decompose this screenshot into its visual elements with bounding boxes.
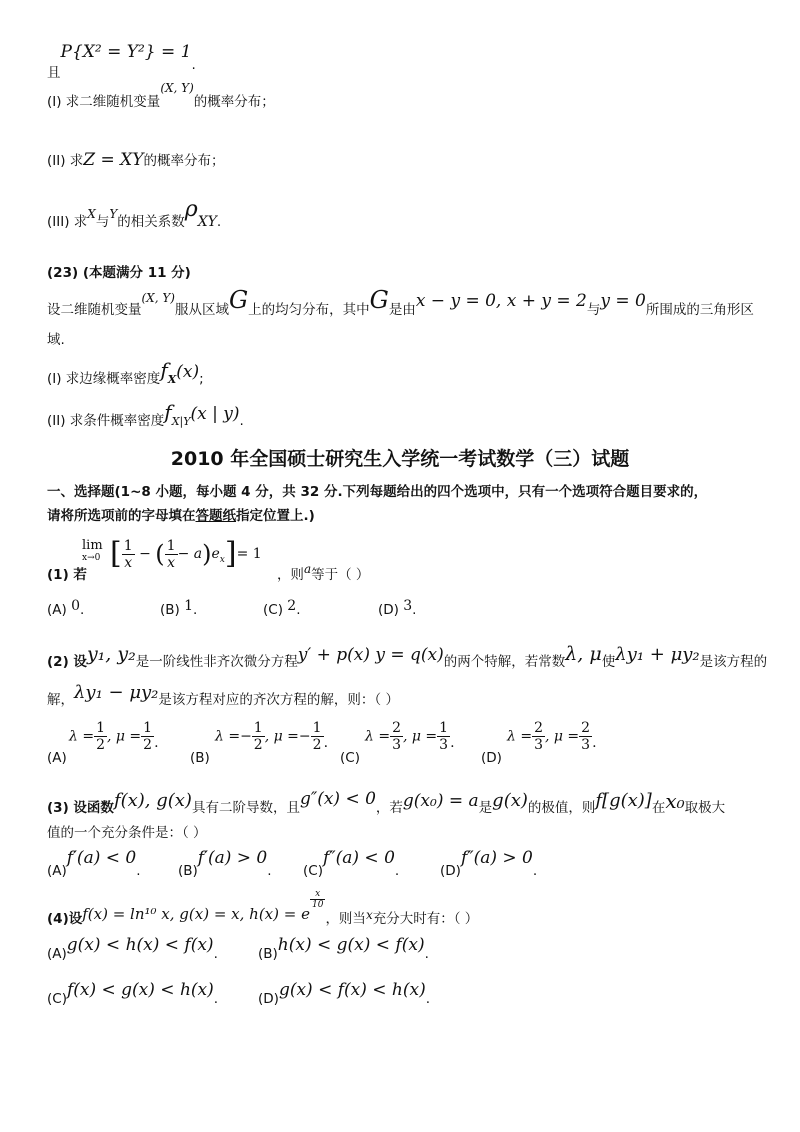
function-definitions: f(x) = ln¹⁰ x, g(x) = x, h(x) = e — [82, 905, 310, 923]
option-label: (A) — [47, 863, 67, 879]
option-label: (C) — [340, 750, 360, 766]
option-a[interactable] — [47, 848, 141, 881]
exam-title: 2010 年全国硕士研究生入学统一考试数学（三）试题 — [170, 448, 630, 470]
text: 是该方程的 — [699, 654, 768, 670]
text: ，则 — [276, 567, 304, 583]
option-a[interactable] — [47, 935, 218, 964]
option-label: (B) — [190, 750, 210, 766]
minus-sign: − — [134, 546, 156, 562]
text: 使 — [601, 654, 616, 670]
lambda-eq: λ = — [69, 728, 95, 745]
text: 指定位置上.) — [236, 508, 315, 524]
text: 是 — [478, 800, 493, 816]
option-label: (D) — [481, 750, 502, 766]
option-b[interactable] — [190, 748, 210, 768]
denominator: 3 — [439, 737, 449, 753]
text: 设二维随机变量 — [47, 302, 142, 318]
part-i-line — [47, 81, 275, 112]
section-header-line1: 一、选择题(1~8 小题，每小题 4 分，共 32 分.下列每题给出的四个选项中，只有一个选项符合题目要求的， — [47, 484, 708, 500]
option-d-formula — [507, 720, 597, 753]
period: . — [424, 946, 429, 962]
period: . — [239, 413, 244, 429]
denominator: 2 — [96, 737, 105, 753]
text: 是该方程对应的齐次方程的解，则：（ ） — [158, 692, 399, 708]
answer-sheet-text: 答题纸 — [195, 508, 236, 524]
mu-eq: , μ = — [264, 728, 299, 745]
period: . — [193, 602, 198, 618]
option-label: (C) — [303, 863, 323, 879]
text: 与 — [586, 302, 601, 318]
prob-condition-line — [47, 42, 196, 81]
boundary-y0: y = 0 — [600, 291, 646, 311]
option-b[interactable] — [258, 935, 429, 964]
option-b[interactable] — [160, 600, 197, 620]
denominator: 2 — [312, 737, 322, 753]
text: 请将所选项前的字母填在 — [47, 508, 196, 524]
sign: − — [298, 728, 311, 745]
exp-superscript: x — [219, 555, 225, 565]
q23-statement — [47, 286, 754, 320]
period: . — [296, 602, 301, 618]
period: . — [213, 946, 218, 962]
option-d[interactable] — [481, 748, 502, 768]
option-value: h(x) < g(x) < f(x) — [277, 935, 425, 955]
part-label: (I) 求二维随机变量 — [47, 94, 161, 110]
corr-text: 的相关系数 — [117, 214, 185, 230]
period: . — [592, 735, 597, 751]
rho-symbol: ρ — [184, 197, 198, 222]
exp-e: e — [211, 546, 220, 562]
part-label: (I) 求边缘概率密度 — [47, 371, 161, 387]
period: . — [136, 863, 141, 879]
q3-statement — [47, 789, 726, 818]
extremum-value: g(x₀) = a — [402, 791, 479, 811]
option-label: (A) — [47, 750, 67, 766]
lim-operator: lim — [82, 538, 103, 553]
particular-solutions: y₁, y₂ — [86, 643, 136, 665]
period: . — [216, 214, 222, 230]
period: . — [450, 735, 455, 751]
text: 解， — [47, 692, 74, 708]
q23-part-i — [47, 358, 204, 390]
denominator: 10 — [311, 899, 324, 910]
text: ，则当 — [325, 911, 366, 927]
question-label: (1) 若 — [47, 567, 87, 583]
text: 等于（ ） — [311, 567, 370, 583]
q23-part-ii — [47, 400, 244, 432]
numerator: 1 — [143, 720, 153, 736]
point-x0: x₀ — [665, 789, 685, 813]
period: . — [532, 863, 538, 879]
z-formula: Z = XY — [83, 150, 144, 170]
question-label: (4)设 — [47, 911, 83, 927]
question-label: (3) 设函数 — [47, 800, 114, 816]
left-paren: ( — [155, 540, 165, 568]
text: 具有二阶导数，且 — [191, 800, 300, 816]
fraction — [94, 720, 107, 753]
option-value: 0 — [71, 598, 80, 614]
lambda-eq: λ = — [365, 728, 391, 745]
lambda-eq: λ = — [215, 728, 241, 745]
q23-continuation: 域. — [47, 332, 65, 348]
option-value: 2 — [287, 598, 297, 614]
exponent-fraction — [310, 889, 325, 910]
density-subscript: X|Y — [171, 415, 191, 428]
question-label: (2) 设 — [47, 654, 87, 670]
period: . — [213, 991, 219, 1007]
numerator: 2 — [534, 720, 543, 736]
text: 服从区域 — [174, 302, 229, 318]
numerator: 1 — [439, 720, 449, 736]
var-x: x — [365, 908, 373, 922]
fraction — [311, 720, 324, 753]
denominator: 2 — [253, 737, 263, 753]
option-label: (D) — [440, 863, 461, 879]
text: 的极值，则 — [527, 800, 596, 816]
option-c-formula — [365, 720, 455, 753]
part-label: (III) 求 — [47, 214, 88, 230]
xy-variable: (X, Y) — [141, 291, 175, 305]
part-iii-line — [47, 197, 222, 232]
option-c[interactable] — [47, 980, 219, 1009]
lambda-eq: λ = — [507, 728, 533, 745]
denominator: x — [124, 554, 133, 571]
mu-eq: , μ = — [402, 728, 438, 745]
minus-a: − a — [177, 546, 203, 562]
period: . — [425, 991, 431, 1007]
q4-statement — [47, 888, 479, 930]
prob-formula: P{X² = Y²} = 1 — [60, 42, 192, 62]
right-paren: ) — [202, 540, 212, 568]
option-value: f″(a) < 0 — [322, 848, 395, 868]
density-f: f — [164, 400, 172, 424]
semicolon: ; — [199, 371, 204, 387]
q1-question — [47, 562, 370, 585]
option-value: f(x) < g(x) < h(x) — [66, 980, 214, 1000]
period: . — [323, 735, 329, 751]
section-header-line2 — [47, 506, 315, 526]
denominator: 3 — [581, 737, 591, 753]
period: . — [394, 863, 400, 879]
numerator: 1 — [253, 720, 263, 736]
fraction — [252, 720, 265, 753]
numerator: x — [310, 889, 325, 900]
option-d[interactable] — [378, 600, 416, 620]
q3-continuation: 值的一个充分条件是：（ ） — [47, 825, 207, 841]
lim-subscript: x→0 — [82, 553, 101, 563]
composite-function: f[g(x)] — [595, 790, 652, 811]
option-label: (C) — [47, 991, 67, 1007]
option-b-formula — [215, 720, 328, 753]
option-label: (B) — [178, 863, 198, 879]
option-value: g(x) < h(x) < f(x) — [66, 935, 214, 955]
denominator: 3 — [392, 737, 401, 753]
function-g: g(x) — [492, 790, 528, 811]
part-text: 的概率分布； — [193, 94, 275, 110]
numerator: 1 — [96, 720, 105, 736]
region-g: G — [228, 286, 249, 314]
density-subscript: X — [167, 373, 177, 386]
period: . — [412, 602, 417, 618]
option-value: f″(a) > 0 — [460, 848, 533, 868]
y-var: Y — [109, 207, 118, 221]
option-value: f′(a) > 0 — [197, 848, 268, 868]
part-label: (II) 求 — [47, 153, 84, 169]
option-c[interactable] — [340, 748, 360, 768]
option-value: 3 — [403, 598, 413, 614]
option-label: (B) — [258, 946, 278, 962]
q2-statement — [47, 643, 768, 672]
density-f: f — [160, 358, 168, 382]
rho-subscript: XY — [197, 214, 217, 230]
part-label: (II) 求条件概率密度 — [47, 413, 165, 429]
numerator: 1 — [123, 537, 133, 554]
right-bracket: ] — [224, 536, 237, 571]
option-c[interactable] — [263, 600, 300, 620]
numerator: 1 — [166, 537, 176, 554]
x-var: X — [87, 207, 96, 221]
option-value: f′(a) < 0 — [66, 848, 137, 868]
equals-one: = 1 — [236, 546, 262, 562]
period: . — [191, 57, 196, 73]
option-value: g(x) < f(x) < h(x) — [278, 980, 426, 1000]
numerator: 2 — [581, 720, 591, 736]
left-bracket: [ — [110, 536, 122, 571]
denominator: 3 — [534, 737, 543, 753]
functions-fg: f(x), g(x) — [113, 790, 192, 811]
option-d[interactable] — [258, 980, 431, 1009]
lambda-mu: λ, μ — [565, 643, 602, 665]
fraction — [437, 720, 450, 753]
text: 充分大时有：（ ） — [372, 911, 479, 927]
option-value: 1 — [184, 598, 194, 614]
mu-eq: , μ = — [106, 728, 142, 745]
fraction — [532, 720, 545, 753]
text: 是由 — [388, 302, 416, 318]
text: ，若 — [375, 800, 403, 816]
numerator: 1 — [312, 720, 322, 736]
option-label: (A) — [47, 602, 67, 618]
option-label: (B) — [160, 602, 180, 618]
boundary-lines: x − y = 0, x + y = 2 — [415, 291, 587, 311]
option-a-formula — [69, 720, 159, 753]
density-arg: (x | y) — [190, 404, 240, 424]
q2-continuation — [47, 682, 399, 710]
and-text: 与 — [95, 214, 110, 230]
q23-header: (23) (本题满分 11 分) — [47, 265, 191, 281]
xy-variable: (X, Y) — [160, 81, 194, 95]
part-ii-line — [47, 150, 225, 171]
fraction — [579, 720, 592, 753]
text: 取极大 — [684, 800, 726, 816]
text: 是一阶线性非齐次微分方程 — [135, 654, 298, 670]
option-b[interactable] — [178, 848, 272, 881]
option-label: (A) — [47, 946, 67, 962]
period: . — [154, 735, 159, 751]
combination-diff: λy₁ − μy₂ — [74, 682, 159, 703]
fraction — [141, 720, 154, 753]
option-d[interactable] — [440, 848, 538, 881]
sign: − — [240, 728, 252, 745]
option-label: (C) — [263, 602, 283, 618]
fraction — [390, 720, 403, 753]
text: 的两个特解，若常数 — [443, 654, 566, 670]
period: . — [267, 863, 272, 879]
var-a: a — [303, 562, 312, 576]
period: . — [80, 602, 85, 618]
option-c[interactable] — [303, 848, 400, 881]
text: 上的均匀分布，其中 — [248, 302, 370, 318]
text: 在 — [651, 800, 666, 816]
region-g: G — [369, 286, 389, 314]
option-a[interactable] — [47, 748, 67, 768]
numerator: 2 — [392, 720, 401, 736]
option-label: (D) — [378, 602, 399, 618]
density-arg: (x) — [176, 362, 200, 382]
mu-eq: , μ = — [544, 728, 580, 745]
option-label: (D) — [258, 991, 279, 1007]
text: 所围成的三角形区 — [645, 302, 754, 318]
combination-sum: λy₁ + μy₂ — [615, 644, 700, 665]
denominator: 2 — [143, 737, 153, 753]
qie-text: 且 — [47, 65, 61, 81]
ode-formula: y′ + p(x) y = q(x) — [297, 645, 444, 665]
denominator: x — [167, 554, 176, 571]
option-a[interactable] — [47, 600, 84, 620]
part-text: 的概率分布； — [143, 153, 225, 169]
second-derivative-cond: g″(x) < 0 — [299, 789, 376, 809]
